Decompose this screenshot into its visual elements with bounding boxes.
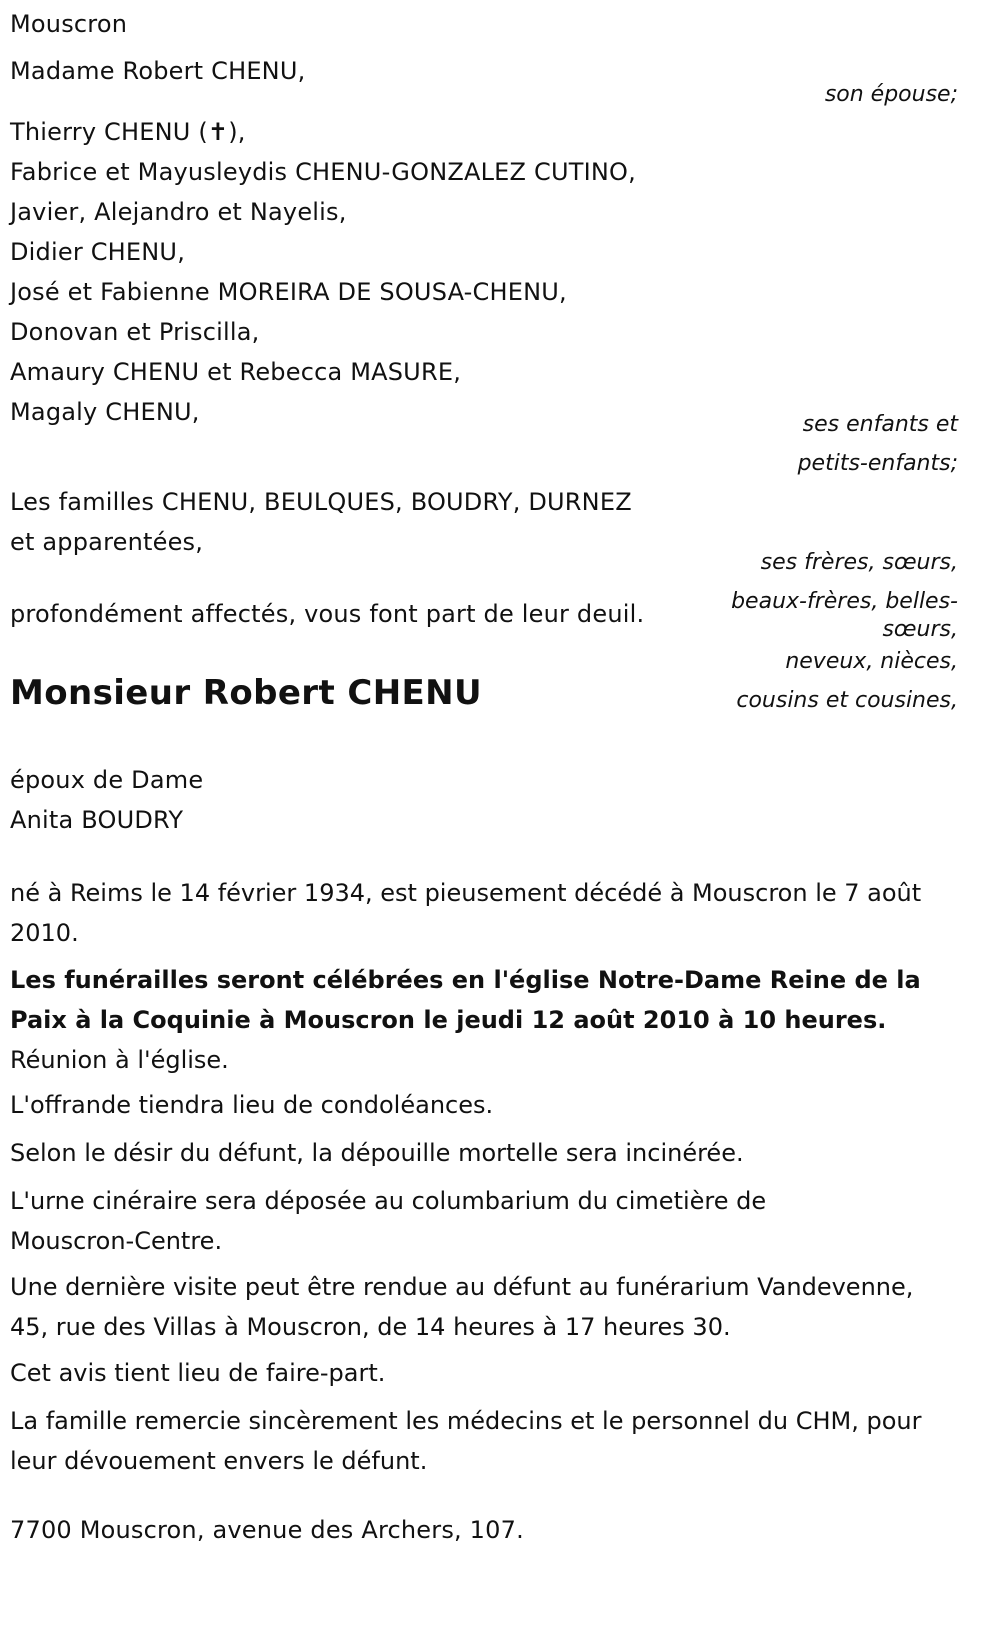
- families-line: et apparentées,: [10, 528, 204, 556]
- children-line: Thierry CHENU (✝),: [10, 118, 246, 146]
- deceased-spouse-line: Anita BOUDRY: [10, 806, 184, 834]
- deceased-spouse: [10, 760, 203, 840]
- families-role: [731, 543, 958, 621]
- families-role-cont: [882, 617, 958, 643]
- funeral-paragraph: [10, 960, 955, 1080]
- cremation-paragraph: Selon le désir du défunt, la dépouille mortelle sera incinérée.: [10, 1139, 744, 1167]
- birth-death-paragraph: né à Reims le 14 février 1934, est pieusement décédé à Mouscron le 7 août 2010.: [10, 879, 922, 947]
- funeral-meeting: Réunion à l'église.: [10, 1046, 229, 1074]
- families-role-more: [736, 642, 958, 720]
- urn-paragraph: L'urne cinéraire sera déposée au columbarium du cimetière de Mouscron-Centre.: [10, 1187, 767, 1255]
- children-role: [798, 405, 958, 483]
- city-heading: Mouscron: [10, 10, 128, 38]
- children-line: Javier, Alejandro et Nayelis,: [10, 198, 347, 226]
- announcement-text: profondément affectés, vous font part de leur deuil.: [10, 600, 645, 628]
- children-line: Didier CHENU,: [10, 238, 186, 266]
- families-role-line: cousins et cousines,: [736, 688, 958, 713]
- children-role-line: ses enfants et: [802, 412, 958, 437]
- children-line: Fabrice et Mayusleydis CHENU-GONZALEZ CUTINO,: [10, 158, 636, 186]
- children-line: Donovan et Priscilla,: [10, 318, 260, 346]
- deceased-spouse-line: époux de Dame: [10, 766, 204, 794]
- visit-paragraph: Une dernière visite peut être rendue au défunt au funérarium Vandevenne, 45, rue des Villas à Mouscron, de 14 heures à 17 heures 30.: [10, 1273, 914, 1341]
- families-role-line: beaux-frères, belles-: [731, 589, 958, 614]
- children-line: José et Fabienne MOREIRA DE SOUSA-CHENU,: [10, 278, 567, 306]
- families-line: Les familles CHENU, BEULQUES, BOUDRY, DURNEZ: [10, 488, 632, 516]
- address: 7700 Mouscron, avenue des Archers, 107.: [10, 1516, 524, 1544]
- spouse-name: Madame Robert CHENU,: [10, 57, 306, 85]
- families-role-line: neveux, nièces,: [785, 649, 958, 674]
- children-list: [10, 112, 636, 432]
- families-role-line: ses frères, sœurs,: [760, 550, 958, 575]
- notice-paragraph: Cet avis tient lieu de faire-part.: [10, 1359, 386, 1387]
- families-block: [10, 482, 632, 562]
- thanks-paragraph: La famille remercie sincèrement les médecins et le personnel du CHM, pour leur dévouement envers le défunt.: [10, 1407, 922, 1475]
- funeral-details: Les funérailles seront célébrées en l'église Notre-Dame Reine de la Paix à la Coquinie à Mouscron le jeudi 12 août 2010 à 10 heures.: [10, 966, 921, 1034]
- offering-paragraph: L'offrande tiendra lieu de condoléances.: [10, 1091, 494, 1119]
- deceased-name: Monsieur Robert CHENU: [10, 673, 483, 713]
- families-role-line: sœurs,: [882, 617, 958, 642]
- children-line: Magaly CHENU,: [10, 398, 200, 426]
- children-line: Amaury CHENU et Rebecca MASURE,: [10, 358, 462, 386]
- spouse-role: son épouse;: [824, 82, 958, 107]
- children-role-line: petits-enfants;: [797, 451, 958, 476]
